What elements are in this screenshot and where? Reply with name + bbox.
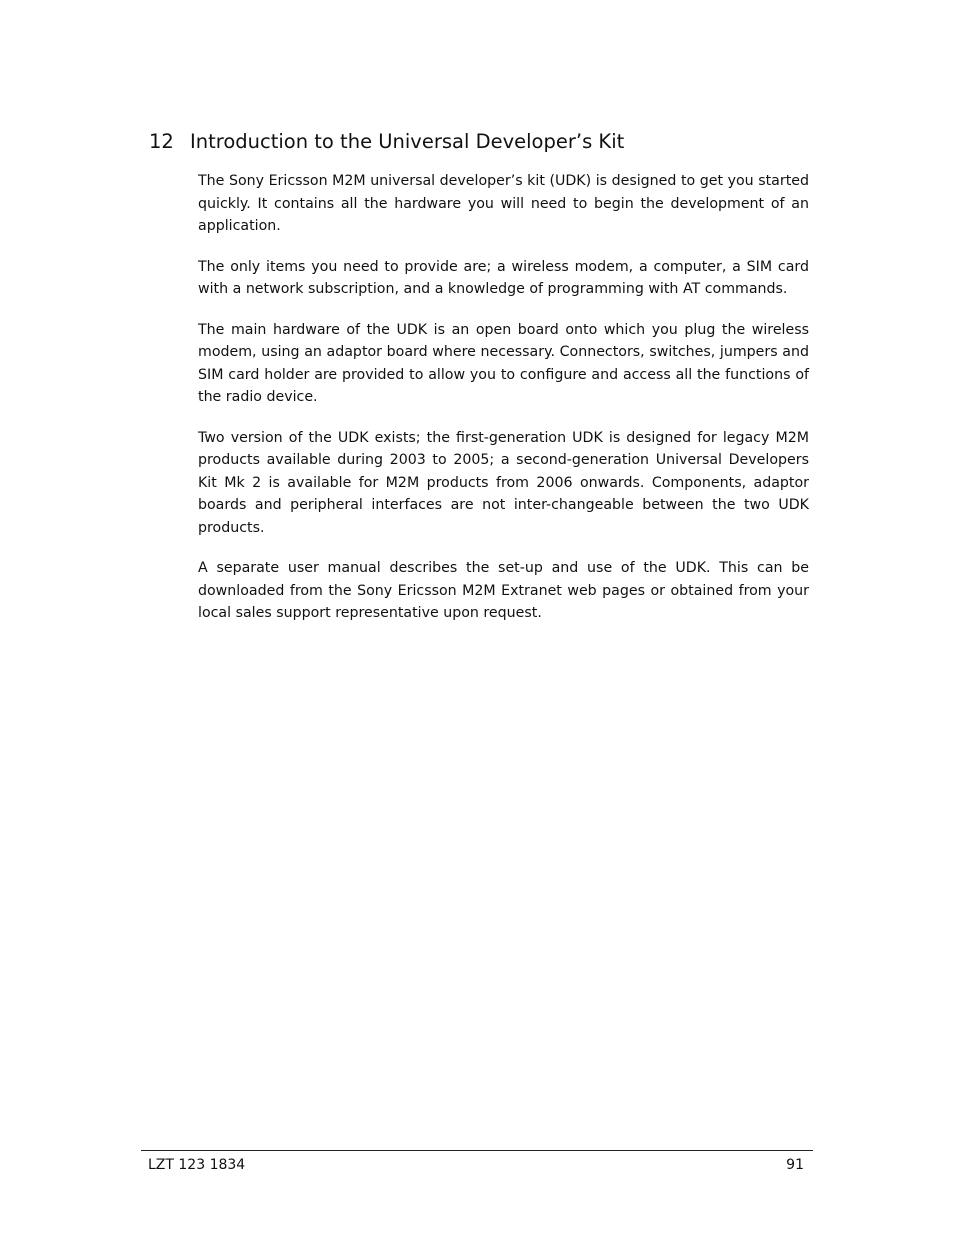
- body-text: [198, 170, 809, 643]
- paragraph-user-manual: A separate user manual describes the set-up and use of the UDK. This can be downloaded from the Sony Ericsson M2M Extranet web pages or obtained from your local sales support representative upon request.: [198, 560, 809, 621]
- section-number: 12: [149, 130, 174, 154]
- paragraph-udk-versions: Two version of the UDK exists; the first-generation UDK is designed for legacy M2M products available during 2003 to 2005; a second-generation Universal Developers Kit Mk 2 is available for M2M products from 2006 onwards. Components, adaptor boards and peripheral interfaces are not inter-changeable between the two UDK products.: [198, 429, 809, 536]
- section-title: Introduction to the Universal Developer’s Kit: [190, 130, 625, 154]
- section-heading: [149, 128, 624, 156]
- footer-page-number: 91: [786, 1157, 804, 1173]
- footer-doc-number: LZT 123 1834: [148, 1157, 246, 1173]
- paragraph-udk-overview: The Sony Ericsson M2M universal developer’s kit (UDK) is designed to get you started quickly. It contains all the hardware you will need to begin the development of an application.: [198, 173, 809, 234]
- paragraph-items-to-provide: The only items you need to provide are; a wireless modem, a computer, a SIM card with a network subscription, and a knowledge of programming with AT commands.: [198, 258, 809, 297]
- paragraph-main-hardware: The main hardware of the UDK is an open board onto which you plug the wireless modem, using an adaptor board where necessary. Connectors, switches, jumpers and SIM card holder are provided to allow you to configure and access all the functions of the radio device.: [198, 321, 809, 405]
- footer-divider: [141, 1150, 813, 1151]
